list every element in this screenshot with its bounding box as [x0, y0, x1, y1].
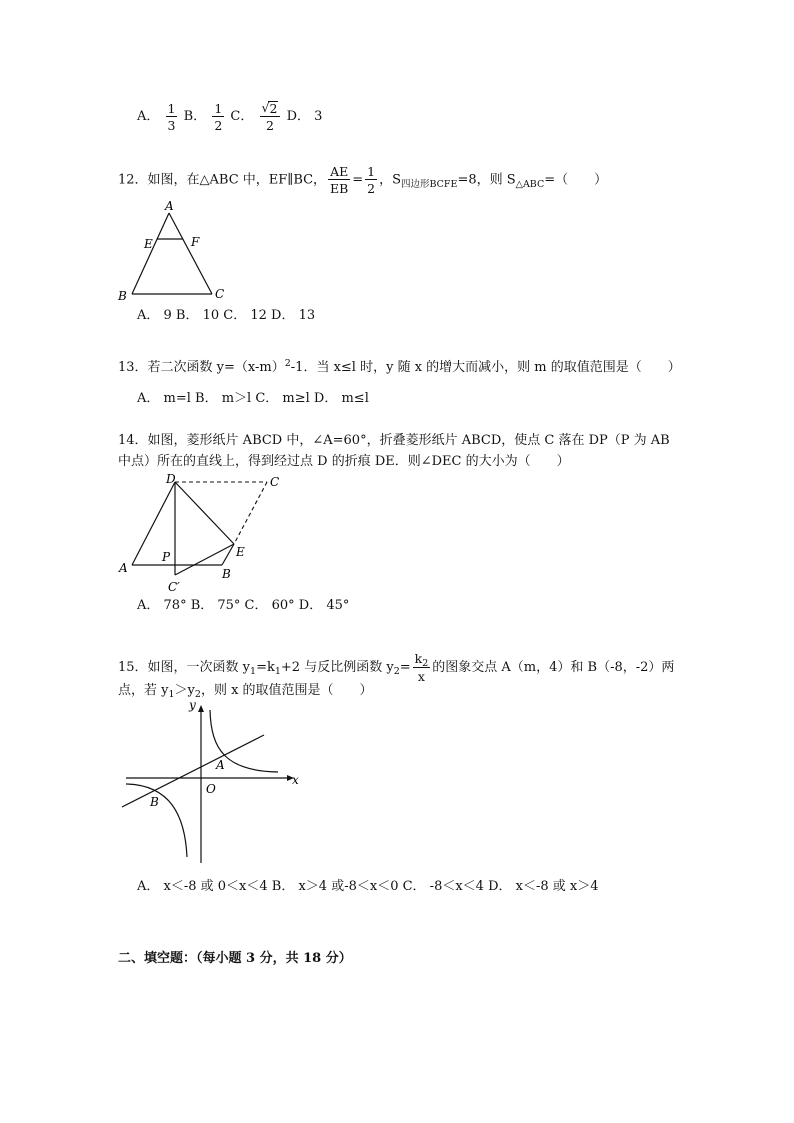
- q15-label-b: B: [150, 795, 159, 809]
- q14-label-b: B: [222, 567, 231, 581]
- q14-stem-line1: 14．如图，菱形纸片 ABCD 中，∠A=60°，折叠菱形纸片 ABCD，使点 C 落在 DP（P 为 AB: [118, 433, 670, 448]
- q14-rhombus-figure: [114, 470, 294, 595]
- q15-label-x: x: [292, 773, 299, 787]
- q12-ratio-value: $\frac{1}{2}$: [367, 164, 376, 197]
- q13-stem: 13．若二次函数 $y=(x-m)^2-1$．当 x≤l 时，y 随 x 的增大而减小，则 m 的取值范围是（ ）: [118, 358, 681, 375]
- q15-k2-over-x: $\frac{k_2}{x}$: [414, 651, 429, 684]
- q15-y-axis-arrow: [198, 705, 204, 712]
- q11-options: [137, 101, 322, 132]
- q14-label-c-prime: C′: [168, 580, 180, 594]
- q15-label-y: y: [189, 698, 196, 712]
- q11-option-c-fraction: √ 2 2: [260, 101, 281, 132]
- q15-stem-line2: 点，若 $y_1>y_2$，则 x 的取值范围是（ ）: [118, 683, 373, 700]
- q14-label-e: E: [236, 545, 245, 559]
- q12-stem: 12．如图，在△ABC 中，EF∥BC， $\frac{AE}{EB}$ = $\frac{1}{2}$ ，$S_{四边形BCFE}=8$，则 $S_{\triangle ABC}=$（ ）: [118, 164, 608, 197]
- q15-linear-function-line: [122, 735, 264, 807]
- q12-label-f: F: [191, 235, 200, 249]
- q15-options: A． x＜-8 或 0＜x＜4 B． x＞4 或-8＜x＜0 C． -8＜x＜4 D． x＜-8 或 x＞4: [137, 879, 599, 894]
- q12-triangle-figure: [112, 198, 232, 306]
- q12-label-c: C: [215, 287, 225, 301]
- q15-stem-line1: 15．如图，一次函数 $y_1=k_1+2$ 与反比例函数 $y_2=$ $\frac{k_2}{x}$ 的图象交点 A（m，4）和 B（-8，-2）两: [118, 651, 675, 684]
- section-2-title: 二、填空题：（每小题 3 分，共 18 分）: [118, 951, 352, 966]
- q12-options: A． 9 B． 10 C． 12 D． 13: [137, 308, 316, 323]
- q11-option-b-label: B．: [183, 109, 207, 125]
- q14-label-c: C: [270, 475, 280, 489]
- q14-stem-line2: 中点）所在的直线上，得到经过点 D 的折痕 DE．则∠DEC 的大小为（ ）: [118, 454, 570, 469]
- q12-label-a: A: [165, 199, 174, 213]
- q15-label-o: O: [206, 782, 216, 796]
- q14-label-a: A: [119, 561, 128, 575]
- q14-label-p: P: [162, 550, 171, 564]
- q11-option-a-fraction: $\frac{1}{3}$: [167, 100, 176, 133]
- q12-label-e: E: [144, 237, 153, 251]
- q11-option-b-fraction: $\frac{1}{2}$: [214, 100, 223, 133]
- q14-label-d: D: [166, 472, 176, 486]
- q15-function-graph: [118, 695, 308, 870]
- q12-ratio-fraction: $\frac{AE}{EB}$: [329, 164, 349, 197]
- q12-side-ac: [169, 213, 212, 294]
- q12-label-b: B: [118, 289, 127, 303]
- q14-side-cb-dashed: [234, 482, 267, 544]
- q11-option-c-label: C．: [230, 109, 254, 125]
- q11-option-a-label: A．: [137, 109, 160, 125]
- q11-option-d: D． 3: [286, 109, 323, 125]
- q14-fold-de: [175, 482, 234, 544]
- q15-label-a: A: [216, 758, 225, 772]
- q14-options: A． 78° B． 75° C． 60° D． 45°: [137, 598, 350, 613]
- q13-options: A． m=l B． m＞l C． m≥l D． m≤l: [137, 391, 369, 406]
- q12-side-ab: [132, 213, 169, 294]
